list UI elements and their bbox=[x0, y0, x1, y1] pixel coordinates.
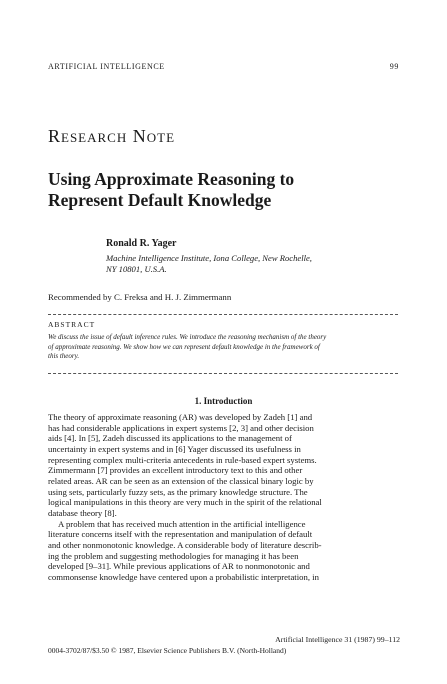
paper-title bbox=[48, 169, 408, 211]
body-line: related areas. AR can be seen as an extension of the classical binary logic by bbox=[48, 475, 314, 486]
body-line: Zimmermann [7] provides an excellent introductory text to this and other bbox=[48, 465, 303, 476]
body-line: aids [4]. In [5], Zadeh discussed its applications to the management of bbox=[48, 433, 292, 444]
body-line: The theory of approximate reasoning (AR) was developed by Zadeh [1] and bbox=[48, 412, 313, 422]
abstract-bottom-rule bbox=[48, 373, 398, 374]
affiliation-line: NY 10801, U.S.A. bbox=[106, 264, 167, 274]
recommended-by: Recommended by C. Freksa and H. J. Zimmermann bbox=[48, 292, 232, 302]
section-type-label: Research Note bbox=[48, 126, 176, 146]
title-line: Represent Default Knowledge bbox=[48, 190, 272, 210]
abstract-line: We discuss the issue of default inference rules. We introduce the reasoning mechanism of the theory bbox=[48, 333, 327, 341]
body-line: literature concerns itself with the representation and manipulation of default bbox=[48, 529, 313, 540]
abstract-line: of approximate reasoning. We show how we can represent default knowledge in the framework of bbox=[48, 342, 320, 351]
body-line: has had considerable applications in expert systems [2, 3] and other decision bbox=[48, 422, 314, 433]
body-line: ing the problem and suggesting methodologies for managing it has been bbox=[48, 550, 299, 561]
author-name: Ronald R. Yager bbox=[106, 238, 177, 249]
section-heading: 1. Introduction bbox=[194, 396, 253, 406]
body-line: A problem that has received much attention in the artificial intelligence bbox=[58, 518, 306, 529]
body-line: uncertainty in expert systems and in [6] Yager discussed its usefulness in bbox=[48, 443, 301, 454]
body-line: developed [9–31]. While previous applications of AR to nonmonotonic and bbox=[48, 561, 310, 572]
affiliation-line: Machine Intelligence Institute, Iona College, New Rochelle, bbox=[106, 253, 312, 263]
author-affiliation bbox=[106, 253, 396, 275]
body-line: commonsense knowledge have centered upon a probabilistic interpretation, in bbox=[48, 571, 319, 582]
running-head bbox=[48, 62, 399, 74]
abstract-text bbox=[48, 333, 400, 362]
copyright-line: 0004-3702/87/$3.50 © 1987, Elsevier Science Publishers B.V. (North-Holland) bbox=[48, 646, 287, 655]
body-line: and other nonmonotonic knowledge. A considerable body of literature describ- bbox=[48, 539, 322, 550]
abstract-top-rule bbox=[48, 314, 398, 315]
title-line: Using Approximate Reasoning to bbox=[48, 169, 295, 189]
journal-citation: Artificial Intelligence 31 (1987) 99–112 bbox=[275, 635, 400, 644]
body-line: using sets, particularly fuzzy sets, as the primary knowledge structure. The bbox=[48, 486, 308, 497]
body-line: representing complex multi-criteria antecedents in rule-based expert systems. bbox=[48, 454, 317, 465]
body-line: logical manipulations in this theory are very much in the spirit of the relational bbox=[48, 497, 322, 508]
abstract-line: this theory. bbox=[48, 352, 80, 361]
abstract-heading: ABSTRACT bbox=[48, 320, 96, 329]
page-number: 99 bbox=[389, 62, 399, 71]
journal-name: ARTIFICIAL INTELLIGENCE bbox=[48, 62, 165, 71]
body-line: database theory [8]. bbox=[48, 507, 117, 518]
body-text bbox=[48, 412, 400, 583]
